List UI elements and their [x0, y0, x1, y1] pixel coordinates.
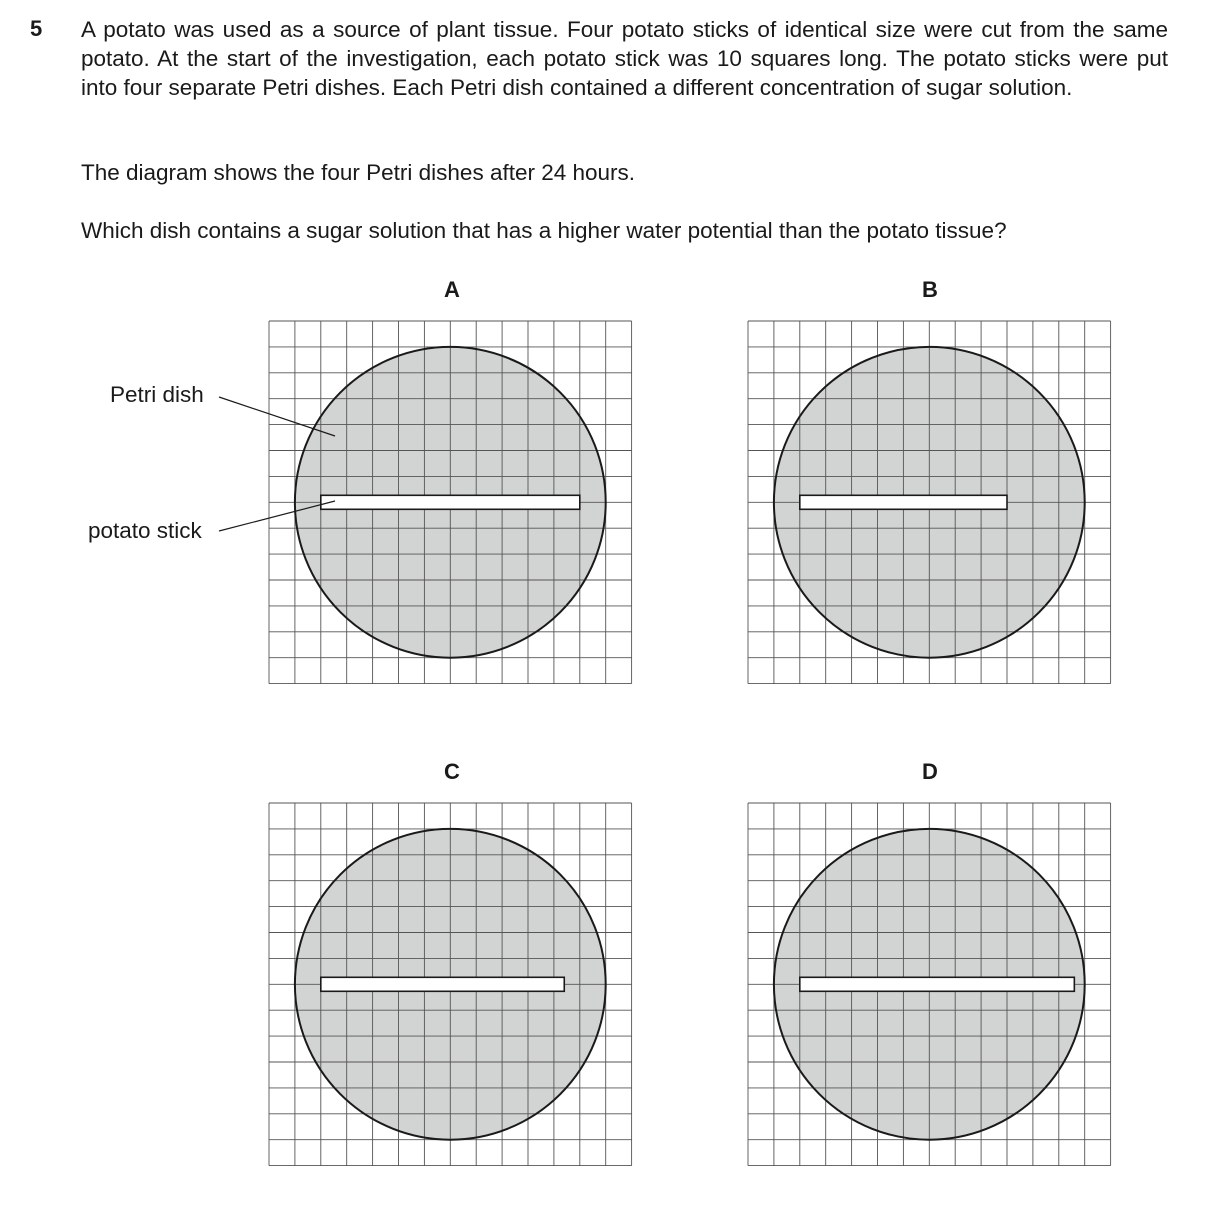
potato-stick-a [321, 495, 580, 509]
dish-letter-a: A [444, 277, 460, 302]
dish-letter-b: B [922, 277, 938, 302]
potato-stick-c [321, 977, 564, 991]
dish-letter-c: C [444, 759, 460, 784]
petri-dish-label: Petri dish [110, 382, 204, 407]
dish-letter-d: D [922, 759, 938, 784]
diagram-description: The diagram shows the four Petri dishes after 24 hours. [81, 160, 636, 185]
petri-dish-panel-a [269, 321, 632, 684]
question-prompt: Which dish contains a sugar solution that has a higher water potential than the potato tissue? [81, 218, 1007, 243]
petri-dish-panel-d [748, 803, 1111, 1166]
potato-stick-label: potato stick [88, 518, 202, 543]
question-number: 5 [30, 16, 43, 41]
petri-dish-panel-b [748, 321, 1111, 684]
petri-dish-panel-c [269, 803, 632, 1166]
potato-stick-d [800, 977, 1075, 991]
question-intro: A potato was used as a source of plant tissue. Four potato sticks of identical size were cut from the same potato. At the start of the investigation, each potato stick was 10 squares long. The potato sticks were put into four separate Petri dishes. Each Petri dish contained a different concentration of sugar solution. [81, 17, 1168, 100]
potato-stick-b [800, 495, 1007, 509]
